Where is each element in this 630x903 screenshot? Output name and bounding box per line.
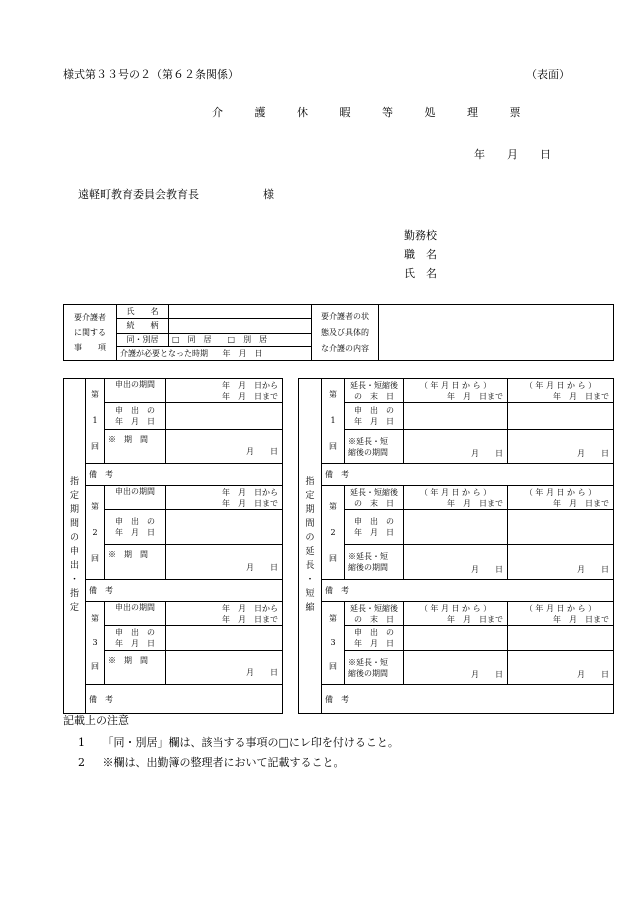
vlabel-char: 短 <box>305 588 315 599</box>
noted-period-label <box>345 651 404 685</box>
apply-date-label-line2: 年 月 日 <box>354 417 394 426</box>
apply-date-label-line2: 年 月 日 <box>115 528 155 537</box>
to-date: 年 月 日まで <box>447 614 503 624</box>
round-dai: 第 <box>91 390 99 399</box>
apply-date-label-line2: 年 月 日 <box>354 639 394 648</box>
apply-date-value[interactable] <box>166 510 283 545</box>
noted-period-value-b[interactable]: 月 日 <box>508 430 614 464</box>
care-right-header-line3: な介護の内容 <box>321 343 369 353</box>
round-3-label <box>86 602 105 685</box>
apply-date-value-b[interactable] <box>508 510 614 545</box>
round-num: 2 <box>92 527 98 537</box>
end-date-value-b[interactable] <box>508 486 614 510</box>
extension-vertical-label <box>299 379 322 714</box>
period-to: 年 月 日まで <box>222 498 278 508</box>
note-1-text: 「同・別居」欄は、該当する事項の□にレ印を付けること。 <box>102 736 399 749</box>
apply-date-value-b[interactable] <box>508 403 614 430</box>
round-kai: 回 <box>91 442 99 451</box>
apply-date-label <box>345 626 404 651</box>
noted-period-label: ※ 期 間 <box>105 545 166 580</box>
apply-date-label-line2: 年 月 日 <box>115 417 155 426</box>
apply-date-value-a[interactable] <box>404 403 508 430</box>
care-left-header-line1: 要介護者 <box>74 313 106 322</box>
apply-date-label-line1: 申 出 の <box>115 628 155 637</box>
apply-date-label <box>105 510 166 545</box>
noted-period-label <box>345 545 404 580</box>
end-date-value-a[interactable] <box>404 486 508 510</box>
from-paren: （ 年 月 日 か ら ） <box>524 380 597 390</box>
vlabel-char: 縮 <box>305 602 315 613</box>
round-num: 3 <box>330 638 336 647</box>
period-from: 年 月 日から <box>222 603 278 613</box>
care-content-value[interactable] <box>379 305 614 361</box>
end-date-label-line2: の 末 日 <box>354 498 394 508</box>
from-paren: （ 年 月 日 か ら ） <box>419 380 492 390</box>
apply-date-value[interactable] <box>166 626 283 651</box>
end-date-label-line1: 延長・短縮後 <box>350 380 398 390</box>
vlabel-char: 出 <box>69 560 79 571</box>
from-paren: （ 年 月 日 か ら ） <box>419 603 492 613</box>
ext-remarks-2[interactable]: 備 考 <box>322 580 614 602</box>
vlabel-char: 期 <box>69 505 79 516</box>
vlabel-char: の <box>69 533 79 544</box>
end-date-label-line1: 延長・短縮後 <box>350 487 398 497</box>
vlabel-char: 申 <box>69 547 79 557</box>
round-kai: 回 <box>91 662 99 671</box>
period-label: 申出の期間 <box>105 379 166 403</box>
job-label: 職 名 <box>404 248 437 261</box>
care-right-header-line2: 態及び具体的 <box>321 327 369 337</box>
from-paren: （ 年 月 日 か ら ） <box>524 487 597 497</box>
ext-remarks-1[interactable]: 備 考 <box>322 464 614 486</box>
apply-date-label-line1: 申 出 の <box>354 517 394 526</box>
vlabel-char: の <box>305 533 315 544</box>
end-date-label-line1: 延長・短縮後 <box>350 603 398 613</box>
date-line: 年 月 日 <box>474 148 551 161</box>
noted-period-value-b[interactable]: 月 日 <box>508 651 614 685</box>
apply-date-label-line1: 申 出 の <box>354 628 394 637</box>
to-date: 年 月 日まで <box>553 391 609 401</box>
apply-date-label-line1: 申 出 の <box>354 406 394 415</box>
vlabel-char: 間 <box>305 519 315 530</box>
to-date: 年 月 日まで <box>553 498 609 508</box>
name-label: 氏 名 <box>404 267 437 280</box>
ext-round-2-label <box>322 486 345 580</box>
from-paren: （ 年 月 日 か ら ） <box>524 603 597 613</box>
vlabel-char: 長 <box>305 560 315 571</box>
designation-table <box>63 378 283 714</box>
noted-period-label-line1: ※延長・短 <box>348 436 388 446</box>
note-2-num: 2 <box>78 756 85 769</box>
school-label: 勤務校 <box>404 229 437 242</box>
noted-period-label: ※ 期 間 <box>105 651 166 685</box>
care-right-header <box>312 305 379 361</box>
noted-period-label-line2: 縮後の期間 <box>348 563 388 572</box>
apply-date-value-a[interactable] <box>404 510 508 545</box>
care-living-options[interactable]: □ 同 居 □ 別 居 <box>169 333 312 346</box>
to-date: 年 月 日まで <box>553 614 609 624</box>
end-date-label-line2: の 末 日 <box>354 391 394 401</box>
noted-period-label-line1: ※延長・短 <box>348 552 388 561</box>
apply-date-label <box>345 403 404 430</box>
care-left-header <box>64 305 117 361</box>
end-date-label-line2: の 末 日 <box>354 614 394 624</box>
care-need-time-row <box>117 346 312 360</box>
period-to: 年 月 日まで <box>222 614 278 624</box>
noted-period-value-a[interactable]: 月 日 <box>404 545 508 580</box>
vlabel-char: 延 <box>305 547 315 557</box>
page-title: 介 護 休 暇 等 処 理 票 <box>212 106 535 119</box>
vlabel-char: 指 <box>305 477 315 488</box>
period-label: 申出の期間 <box>105 486 166 510</box>
addressee: 遠軽町教育委員会教育長 <box>78 188 199 201</box>
apply-date-label <box>345 510 404 545</box>
vlabel-char: ・ <box>305 574 315 585</box>
period-label: 申出の期間 <box>105 602 166 626</box>
vlabel-char: ・ <box>69 574 79 585</box>
end-date-label <box>345 486 404 510</box>
round-1-label <box>86 379 105 464</box>
period-to: 年 月 日まで <box>222 391 278 401</box>
ext-remarks-3[interactable]: 備 考 <box>322 685 614 714</box>
end-date-value-b[interactable] <box>508 379 614 403</box>
round-dai: 第 <box>91 501 99 511</box>
round-num: 2 <box>330 527 336 537</box>
care-recipient-table <box>63 304 614 361</box>
apply-date-value-a[interactable] <box>404 626 508 651</box>
honorific: 様 <box>263 188 274 201</box>
round-dai: 第 <box>329 614 337 623</box>
note-1 <box>78 734 399 750</box>
noted-period-label-line2: 縮後の期間 <box>348 668 388 678</box>
period-from: 年 月 日から <box>222 487 278 497</box>
round-dai: 第 <box>329 390 337 399</box>
end-date-value-a[interactable] <box>404 379 508 403</box>
round-2-label <box>86 486 105 580</box>
noted-period-value[interactable]: 月 日 <box>166 545 283 580</box>
care-relation-value[interactable] <box>169 319 312 333</box>
remarks-2[interactable]: 備 考 <box>86 580 283 602</box>
care-left-header-line2: に関する <box>74 328 106 337</box>
apply-date-label-line1: 申 出 の <box>115 406 155 415</box>
round-kai: 回 <box>329 662 337 671</box>
note-2-text: ※欄は、出勤簿の整理者において記載すること。 <box>102 756 345 769</box>
apply-date-label-line2: 年 月 日 <box>115 639 155 648</box>
care-right-header-line1: 要介護者の状 <box>321 311 369 321</box>
period-from: 年 月 日から <box>222 380 278 390</box>
notes-title: 記載上の注意 <box>63 714 129 727</box>
care-living-label: 同・別居 <box>117 333 169 346</box>
extension-table <box>298 378 614 714</box>
care-name-value[interactable] <box>169 305 312 319</box>
noted-period-label <box>345 430 404 464</box>
ext-round-3-label <box>322 602 345 685</box>
apply-date-label <box>105 403 166 430</box>
ext-round-1-label <box>322 379 345 464</box>
vlabel-char: 指 <box>69 477 79 488</box>
remarks-3[interactable]: 備 考 <box>86 685 283 714</box>
vlabel-char: 定 <box>305 491 315 502</box>
period-value[interactable] <box>166 486 283 510</box>
vlabel-char: 期 <box>305 505 315 516</box>
note-1-num: 1 <box>78 736 85 749</box>
noted-period-value-a[interactable]: 月 日 <box>404 651 508 685</box>
care-relation-label: 続 柄 <box>117 319 169 333</box>
noted-period-label-line2: 縮後の期間 <box>348 447 388 457</box>
care-need-time-label: 介護が必要となった時期 <box>120 348 208 358</box>
vlabel-char: 定 <box>69 491 79 502</box>
round-kai: 回 <box>91 553 99 563</box>
period-value[interactable] <box>166 379 283 403</box>
noted-period-value[interactable]: 月 日 <box>166 430 283 464</box>
vlabel-char: 間 <box>69 519 79 530</box>
end-date-value-a[interactable] <box>404 602 508 626</box>
round-num: 1 <box>330 416 336 425</box>
apply-date-label <box>105 626 166 651</box>
end-date-label <box>345 602 404 626</box>
from-paren: （ 年 月 日 か ら ） <box>419 487 492 497</box>
noted-period-value-b[interactable]: 月 日 <box>508 545 614 580</box>
round-kai: 回 <box>329 442 337 451</box>
apply-date-label-line2: 年 月 日 <box>354 528 394 537</box>
care-need-time-value: 年 月 日 <box>222 348 263 358</box>
apply-date-value-b[interactable] <box>508 626 614 651</box>
remarks-1[interactable]: 備 考 <box>86 464 283 486</box>
form-side: （表面） <box>526 68 570 81</box>
round-num: 3 <box>92 638 98 647</box>
round-num: 1 <box>92 416 98 425</box>
vlabel-char: 指 <box>69 588 79 599</box>
noted-period-label-line1: ※延長・短 <box>348 657 388 667</box>
round-kai: 回 <box>329 553 337 563</box>
care-name-label: 氏 名 <box>117 305 169 319</box>
round-dai: 第 <box>329 501 337 511</box>
to-date: 年 月 日まで <box>447 498 503 508</box>
apply-date-label-line1: 申 出 の <box>115 517 155 526</box>
apply-date-value[interactable] <box>166 403 283 430</box>
form-number: 様式第３３号の２（第６２条関係） <box>63 68 239 81</box>
period-value[interactable] <box>166 602 283 626</box>
noted-period-value-a[interactable]: 月 日 <box>404 430 508 464</box>
end-date-label <box>345 379 404 403</box>
designation-vertical-label <box>64 379 86 714</box>
noted-period-label: ※ 期 間 <box>105 430 166 464</box>
noted-period-value[interactable]: 月 日 <box>166 651 283 685</box>
to-date: 年 月 日まで <box>447 391 503 401</box>
care-left-header-line3: 事 項 <box>74 343 106 352</box>
vlabel-char: 定 <box>69 602 79 613</box>
round-dai: 第 <box>91 614 99 623</box>
end-date-value-b[interactable] <box>508 602 614 626</box>
note-2 <box>78 754 345 770</box>
